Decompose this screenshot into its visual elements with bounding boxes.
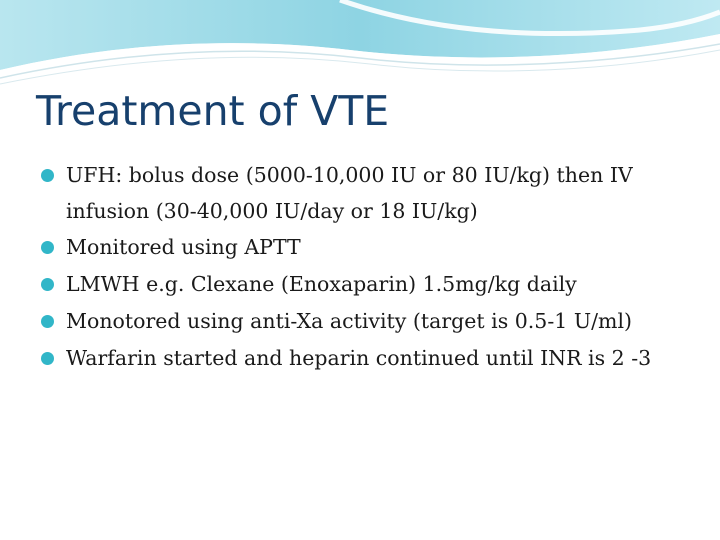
bullet-text: Warfarin started and heparin continued until INR is 2 -3 — [66, 346, 652, 370]
bullet-dot-icon — [41, 169, 54, 182]
bullet-item — [40, 303, 690, 340]
header-wave-decoration — [0, 0, 720, 90]
bullet-text: Monitored using APTT — [66, 235, 301, 259]
bullet-item — [40, 266, 690, 303]
bullet-dot-icon — [41, 278, 54, 291]
bullet-item — [40, 340, 690, 376]
bullet-text: Monotored using anti-Xa activity (target is 0.5-1 U/ml) — [66, 309, 632, 333]
slide-title: Treatment of VTE — [36, 87, 390, 135]
bullet-list — [40, 157, 690, 376]
bullet-item — [40, 157, 690, 229]
bullet-item — [40, 229, 690, 266]
bullet-text: UFH: bolus dose (5000-10,000 IU or 80 IU/kg) then IV infusion (30-40,000 IU/day or 18 IU/kg) — [66, 163, 633, 223]
bullet-text: LMWH e.g. Clexane (Enoxaparin) 1.5mg/kg daily — [66, 272, 577, 296]
bullet-dot-icon — [41, 241, 54, 254]
bullet-dot-icon — [41, 352, 54, 365]
bullet-dot-icon — [41, 315, 54, 328]
